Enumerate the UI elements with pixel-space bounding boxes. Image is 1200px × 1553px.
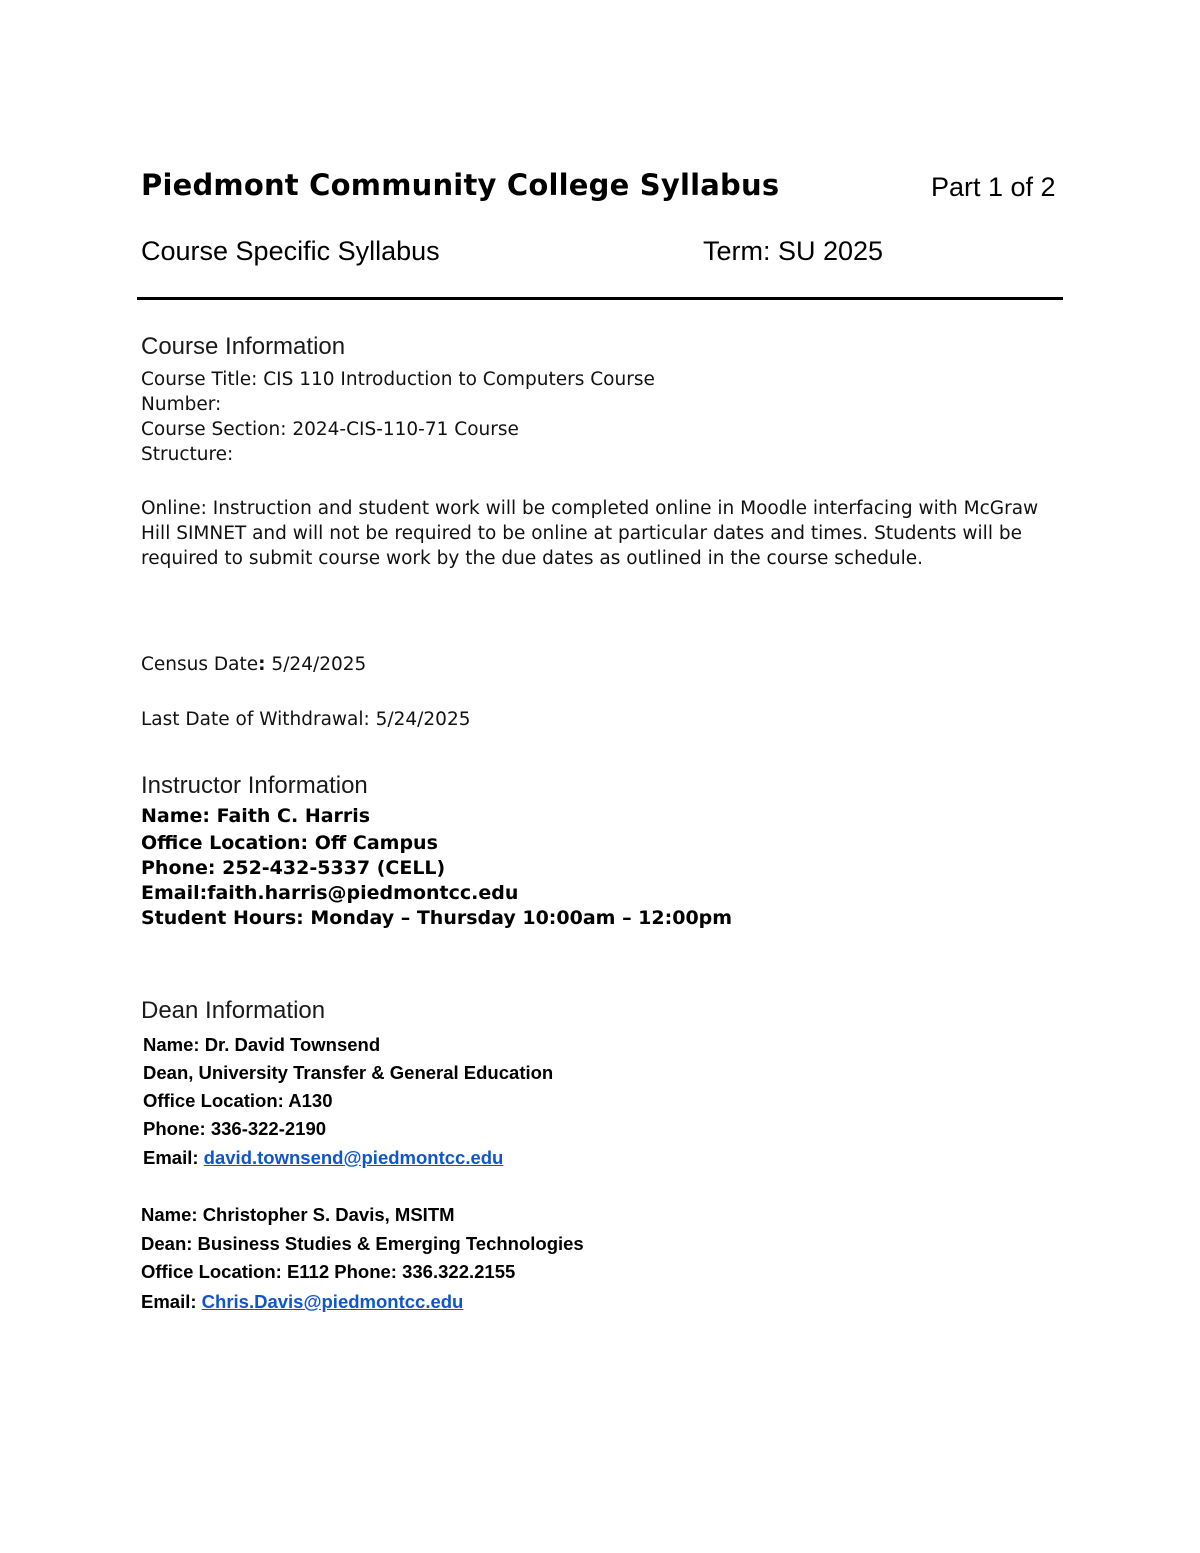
course-structure-line: Structure: [141, 444, 234, 465]
instructor-phone: Phone: 252-432-5337 (CELL) [141, 857, 446, 879]
course-title-line: Course Title: CIS 110 Introduction to Computers Course [141, 369, 655, 390]
dean1-office: Office Location: A130 [143, 1090, 333, 1111]
dean2-email-link[interactable]: Chris.Davis@piedmontcc.edu [201, 1291, 464, 1312]
census-date: Census Date: 5/24/2025 [141, 654, 367, 675]
dean1-email-link[interactable]: david.townsend@piedmontcc.edu [203, 1147, 504, 1168]
instructor-hours: Student Hours: Monday – Thursday 10:00am – 12:00pm [141, 907, 733, 929]
dean2-title: Dean: Business Studies & Emerging Technologies [141, 1233, 584, 1254]
withdrawal-date: Last Date of Withdrawal: 5/24/2025 [141, 709, 471, 730]
dean1-title: Dean, University Transfer & General Education [143, 1062, 554, 1083]
dean2-name: Name: Christopher S. Davis, MSITM [141, 1204, 455, 1225]
dean1-phone: Phone: 336-322-2190 [143, 1118, 327, 1139]
dean2-email-line: Email: Chris.Davis@piedmontcc.edu [141, 1291, 464, 1312]
dean1-name: Name: Dr. David Townsend [143, 1034, 381, 1055]
dean-info-heading: Dean Information [141, 997, 326, 1024]
course-number-line: Number: [141, 394, 222, 415]
page-title: Piedmont Community College Syllabus [141, 168, 780, 202]
course-section-line: Course Section: 2024-CIS-110-71 Course [141, 419, 519, 440]
part-indicator: Part 1 of 2 [931, 172, 1056, 202]
instructor-email: Email:faith.harris@piedmontcc.edu [141, 882, 519, 904]
online-description [141, 496, 1061, 571]
term-label: Term: SU 2025 [703, 236, 884, 266]
instructor-name: Name: Faith C. Harris [141, 805, 371, 827]
dean1-email-line: Email: david.townsend@piedmontcc.edu [143, 1147, 504, 1168]
dean2-office-phone: Office Location: E112 Phone: 336.322.2155 [141, 1261, 516, 1282]
course-info-heading: Course Information [141, 333, 346, 360]
instructor-info-heading: Instructor Information [141, 772, 368, 799]
header-divider [137, 297, 1063, 300]
online-label: Online: [141, 498, 207, 519]
page-subtitle: Course Specific Syllabus [141, 236, 440, 266]
instructor-office: Office Location: Off Campus [141, 832, 438, 854]
online-text: Instruction and student work will be completed online in Moodle interfacing with McGraw Hill SIMNET and will not be required to be online at particular dates and times. Students will be required to submit course work by the due dates as outlined in the course schedule. [141, 498, 1039, 569]
